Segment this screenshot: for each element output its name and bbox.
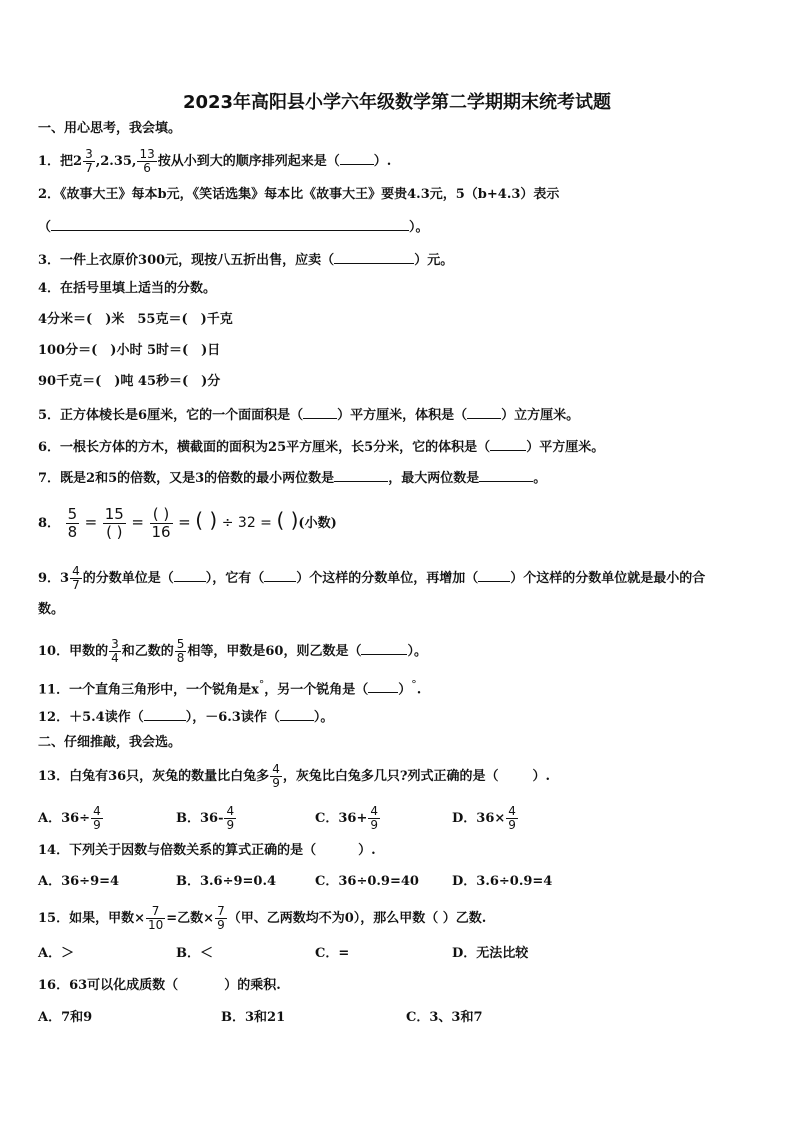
- option-b[interactable]: B．3.6÷9=0.4: [176, 874, 277, 889]
- answer-blank[interactable]: [490, 436, 526, 451]
- option-a[interactable]: A．36÷9=4: [38, 874, 120, 889]
- option-c[interactable]: C．36+ $\frac{4}{9}$: [315, 804, 378, 832]
- question-16: 16．63可以化成质数（ ）的乘积.: [38, 978, 281, 993]
- option-b[interactable]: B．36- $\frac{4}{9}$: [176, 804, 235, 832]
- question-4-line-1: 4分米＝( )米 55克＝( )千克: [38, 312, 233, 327]
- fraction: $\frac{( )}{16}$: [151, 505, 171, 541]
- answer-blank[interactable]: [479, 467, 533, 482]
- fraction: $\frac{13}{6}$: [139, 147, 155, 175]
- fraction: $\frac{4}{9}$: [93, 804, 101, 832]
- fraction: $\frac{5}{8}$: [67, 505, 78, 541]
- fraction: $\frac{4}{9}$: [272, 762, 280, 790]
- option-b[interactable]: B．3和21: [221, 1010, 286, 1025]
- fraction: $\frac{5}{8}$: [176, 637, 185, 665]
- fraction: $\frac{4}{9}$: [508, 804, 516, 832]
- question-6: 6．一根长方体的方木，横截面的面积为25平方厘米，长5分米，它的体积是（ ）平方厘米。: [38, 436, 604, 457]
- option-c[interactable]: C．36÷0.9=40: [315, 874, 419, 889]
- answer-blank[interactable]: ( ): [195, 508, 218, 532]
- fraction: $\frac{15}{( )}$: [104, 505, 124, 541]
- answer-blank[interactable]: [51, 216, 409, 231]
- question-4-line-2: 100分＝( )小时 5时＝( )日: [38, 343, 221, 358]
- page-title: 2023年高阳县小学六年级数学第二学期期末统考试题: [182, 92, 612, 113]
- answer-blank[interactable]: [174, 567, 206, 582]
- answer-blank[interactable]: [144, 706, 186, 721]
- question-8: 8． $\frac{5}{8}$ = $\frac{15}{( )}$ = $\frac{( )}{16}$ = ( ) ÷ 32 = ( )(小数): [38, 505, 337, 541]
- option-a[interactable]: A．＞: [38, 946, 75, 961]
- fraction: $\frac{7}{10}$: [147, 904, 164, 932]
- question-9-continued: 数。: [38, 602, 65, 617]
- answer-blank[interactable]: [361, 640, 407, 655]
- question-2: 2．《故事大王》每本b元，《笑话选集》每本比《故事大王》要贵4.3元，5（b+4.3）表示: [38, 187, 560, 202]
- answer-blank[interactable]: ( ): [276, 508, 299, 532]
- option-a[interactable]: A．36÷ $\frac{4}{9}$: [38, 804, 101, 832]
- answer-blank[interactable]: [340, 150, 374, 165]
- option-d[interactable]: D．无法比较: [452, 946, 529, 961]
- fraction: $\frac{4}{7}$: [72, 564, 80, 592]
- question-12: 12．＋5.4读作（ ），－6.3读作（ ）。: [38, 706, 333, 727]
- question-13: 13．白兔有36只，灰兔的数量比白兔多 $\frac{4}{9}$ ，灰兔比白兔多几只?列式正确的是（ ）.: [38, 762, 550, 790]
- answer-blank[interactable]: [467, 404, 501, 419]
- question-9: 9．3 $\frac{4}{7}$ 的分数单位是（ ），它有（ ）个这样的分数单位，再增加（ ）个这样的分数单位就是最小的合: [38, 564, 706, 592]
- answer-blank[interactable]: [303, 404, 337, 419]
- question-4-line-3: 90千克＝( )吨 45秒＝( )分: [38, 374, 221, 389]
- answer-blank[interactable]: [334, 249, 414, 264]
- answer-blank[interactable]: [478, 567, 510, 582]
- question-14: 14．下列关于因数与倍数关系的算式正确的是（ ）.: [38, 843, 376, 858]
- question-5: 5．正方体棱长是6厘米，它的一个面面积是（ ）平方厘米，体积是（ ）立方厘米。: [38, 404, 579, 425]
- answer-blank[interactable]: [264, 567, 296, 582]
- answer-blank[interactable]: [368, 678, 398, 693]
- fraction: $\frac{3}{7}$: [85, 147, 93, 175]
- question-11: 11．一个直角三角形中，一个锐角是x°，另一个锐角是（ ）°.: [38, 678, 422, 698]
- section-heading-fill: 一、用心思考，我会填。: [38, 121, 182, 136]
- question-2-answer-line: （ ）。: [38, 216, 429, 237]
- fraction: $\frac{4}{9}$: [226, 804, 235, 832]
- question-3: 3．一件上衣原价300元，现按八五折出售，应卖（ ）元。: [38, 249, 453, 270]
- answer-blank[interactable]: [334, 467, 388, 482]
- option-b[interactable]: B．＜: [176, 946, 213, 961]
- option-c[interactable]: C．=: [315, 946, 350, 961]
- option-c[interactable]: C．3、3和7: [406, 1010, 483, 1025]
- question-10: 10．甲数的 $\frac{3}{4}$ 和乙数的 $\frac{5}{8}$ 相等，甲数是60，则乙数是（ ）。: [38, 637, 427, 665]
- option-d[interactable]: D．36× $\frac{4}{9}$: [452, 804, 516, 832]
- fraction: $\frac{4}{9}$: [370, 804, 378, 832]
- question-15: 15．如果，甲数× $\frac{7}{10}$ =乙数× $\frac{7}{9}$ （甲、乙两数均不为0），那么甲数（ ）乙数.: [38, 904, 487, 932]
- question-1: 1．把2 $\frac{3}{7}$ ,2.35, $\frac{13}{6}$ 按从小到大的顺序排列起来是（ ）.: [38, 147, 392, 175]
- fraction: $\frac{3}{4}$: [111, 637, 119, 665]
- question-7: 7．既是2和5的倍数，又是3的倍数的最小两位数是 ，最大两位数是 。: [38, 467, 546, 488]
- fraction: $\frac{7}{9}$: [217, 904, 225, 932]
- answer-blank[interactable]: [280, 706, 314, 721]
- option-d[interactable]: D．3.6÷0.9=4: [452, 874, 553, 889]
- section-heading-choose: 二、仔细推敲，我会选。: [38, 735, 182, 750]
- question-4: 4．在括号里填上适当的分数。: [38, 281, 217, 296]
- option-a[interactable]: A．7和9: [38, 1010, 93, 1025]
